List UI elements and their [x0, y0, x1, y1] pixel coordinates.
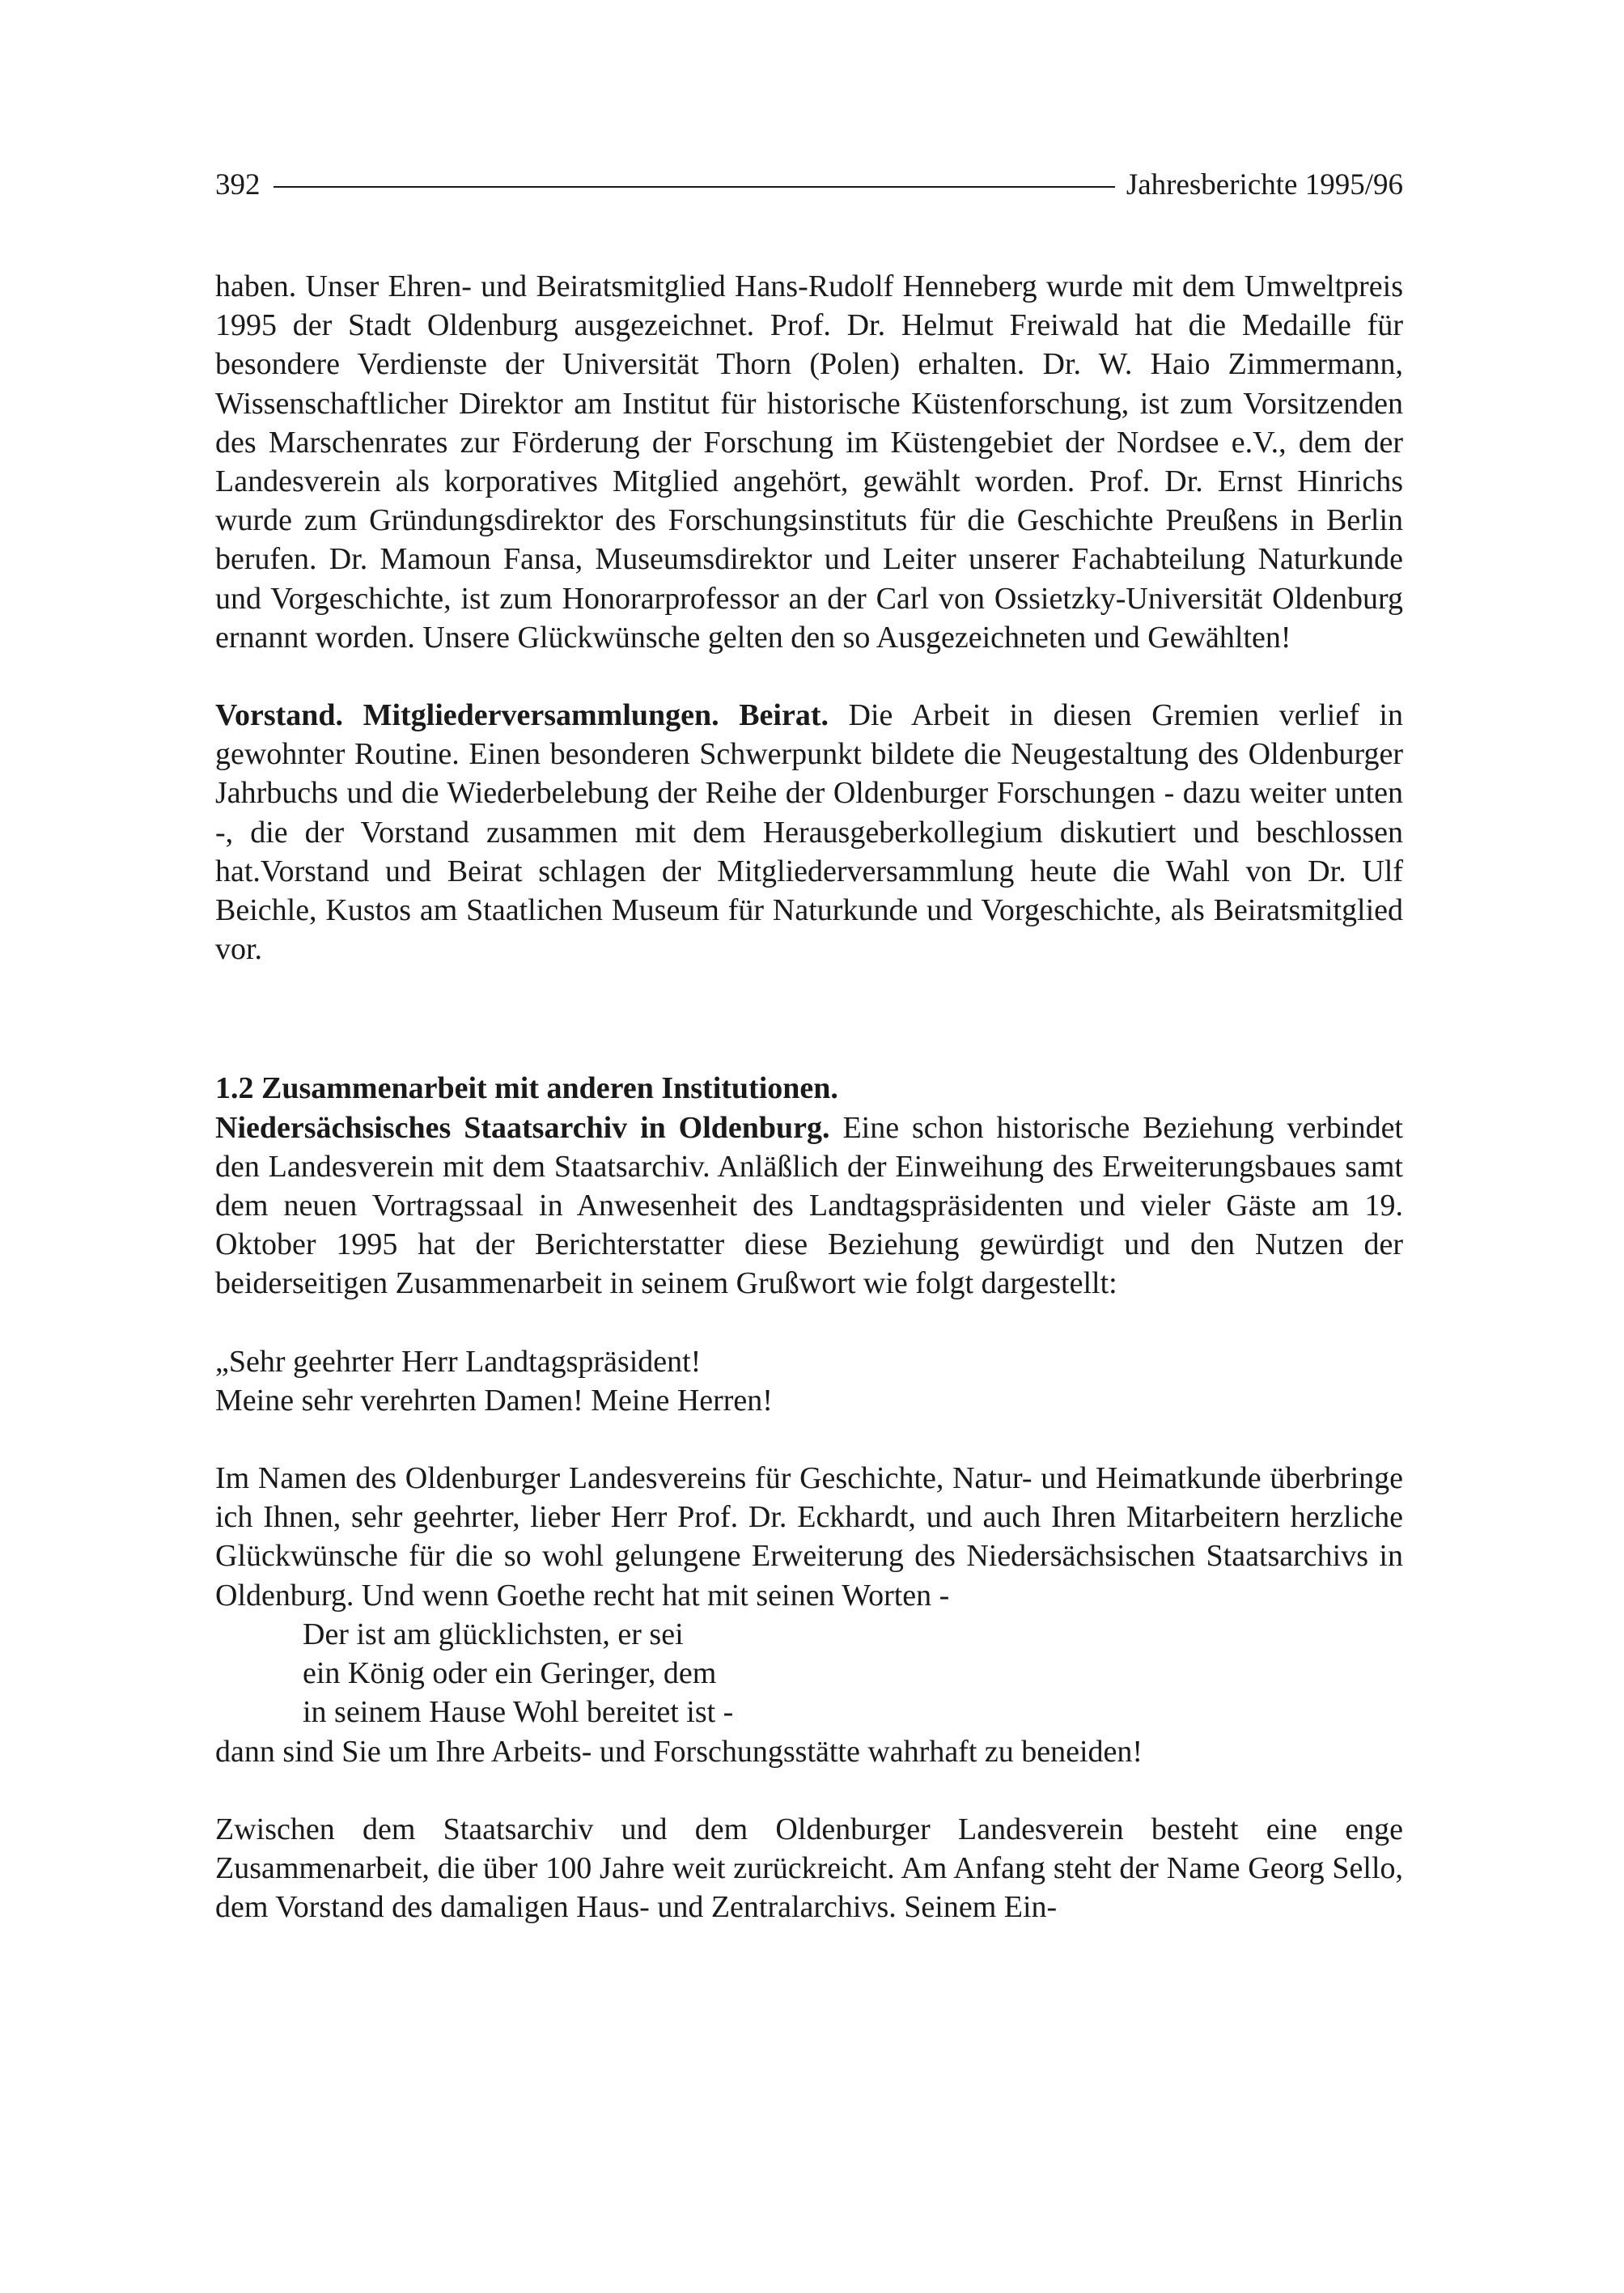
salutation-line: „Sehr geehrter Herr Landtagspräsident! — [215, 1344, 702, 1379]
paragraph-heading: Vorstand. Mitgliederversammlungen. Beirat. — [215, 698, 829, 733]
header-rule — [273, 186, 1115, 188]
speech-conclusion: dann sind Sie um Ihre Arbeits- und Forschungsstätte wahrhaft zu beneiden! — [215, 1734, 1143, 1769]
section-heading — [215, 1069, 1403, 1108]
salutation-line: Meine sehr verehrten Damen! Meine Herren! — [215, 1383, 773, 1418]
running-title: Jahresberichte 1995/96 — [1126, 167, 1403, 201]
paragraph-body: Die Arbeit in diesen Gremien verlief in gewohnter Routine. Einen besonderen Schwerpunkt bildete die Neugestaltung des Oldenburger Jahrbuchs und die Wiederbelebung der Reihe der Oldenburger Forschungen - dazu weiter unten -, die der Vorstand zusammen mit dem Herausgeberkollegium diskutiert und beschlossen hat.Vorstand und Beirat schlagen der Mitgliederversammlung heute die Wahl von Dr. Ulf Beichle, Kustos am Staatlichen Museum für Naturkunde und Vorgeschichte, als Beiratsmitglied vor. — [215, 698, 1403, 967]
salutation — [215, 1342, 1403, 1420]
verse-line: Der ist am glücklichsten, er sei — [303, 1617, 684, 1651]
paragraph-speech-greeting — [215, 1459, 1403, 1771]
document-page — [215, 0, 1403, 2293]
subsection-heading: Niedersächsisches Staatsarchiv in Oldenburg. — [215, 1110, 830, 1145]
paragraph-honors: haben. Unser Ehren- und Beiratsmitglied Hans-Rudolf Henneberg wurde mit dem Umweltpreis 1995 der Stadt Oldenburg ausgezeichnet. Prof. Dr. Helmut Freiwald hat die Medaille für besondere Verdienste der Universität Thorn (Polen) erhalten. Dr. W. Haio Zimmermann, Wissenschaftlicher Direktor am Institut für historische Küstenforschung, ist zum Vorsitzenden des Marschenrates zur Förderung der Forschung im Küstengebiet der Nordsee e.V., dem der Landesverein als korporatives Mitglied angehört, gewählt worden. Prof. Dr. Ernst Hinrichs wurde zum Gründungsdirektor des Forschungsinstituts für die Geschichte Preußens in Berlin berufen. Dr. Mamoun Fansa, Museumsdirektor und Leiter unserer Fachabteilung Naturkunde und Vorgeschichte, ist zum Honorarprofessor an der Carl von Ossietzky-Universität Oldenburg ernannt worden. Unsere Glückwünsche gelten den so Ausgezeichneten und Gewählten! — [215, 269, 1403, 655]
verse-line: ein König oder ein Geringer, dem — [303, 1656, 717, 1691]
page-number: 392 — [215, 167, 261, 201]
paragraph-board — [215, 696, 1403, 968]
paragraph-cooperation: Zwischen dem Staatsarchiv und dem Oldenburger Landesverein besteht eine enge Zusammenarbeit, die über 100 Jahre weit zurückreicht. Am Anfang steht der Name Georg Sello, dem Vorstand des damaligen Haus- und Zentralarchivs. Seinem Ein- — [215, 1812, 1403, 1925]
speech-text: Im Namen des Oldenburger Landesvereins für Geschichte, Natur- und Heimatkunde überbringe ich Ihnen, sehr geehrter, lieber Herr Prof. Dr. Eckhardt, und auch Ihren Mitarbeitern herzliche Glückwünsche für die so wohl gelungene Erweiterung des Niedersächsischen Staatsarchivs in Oldenburg. Und wenn Goethe recht hat mit seinen Worten - — [215, 1461, 1403, 1613]
paragraph-body: Eine schon historische Beziehung verbindet den Landesverein mit dem Staatsarchiv. Anläßlich der Einweihung des Erweiterungsbaues samt dem neuen Vortragssaal in Anwesenheit des Landtagspräsidenten und vieler Gäste am 19. Oktober 1995 hat der Berichterstatter diese Beziehung gewürdigt und den Nutzen der beiderseitigen Zusammenarbeit in seinem Grußwort wie folgt dargestellt: — [215, 1110, 1403, 1301]
section-title: 1.2 Zusammenarbeit mit anderen Institutionen. — [215, 1071, 838, 1106]
body-text — [215, 267, 1403, 1926]
verse-line: in seinem Hause Wohl bereitet ist - — [303, 1695, 734, 1730]
running-header — [215, 164, 1403, 205]
paragraph-staatsarchiv — [215, 1108, 1403, 1303]
